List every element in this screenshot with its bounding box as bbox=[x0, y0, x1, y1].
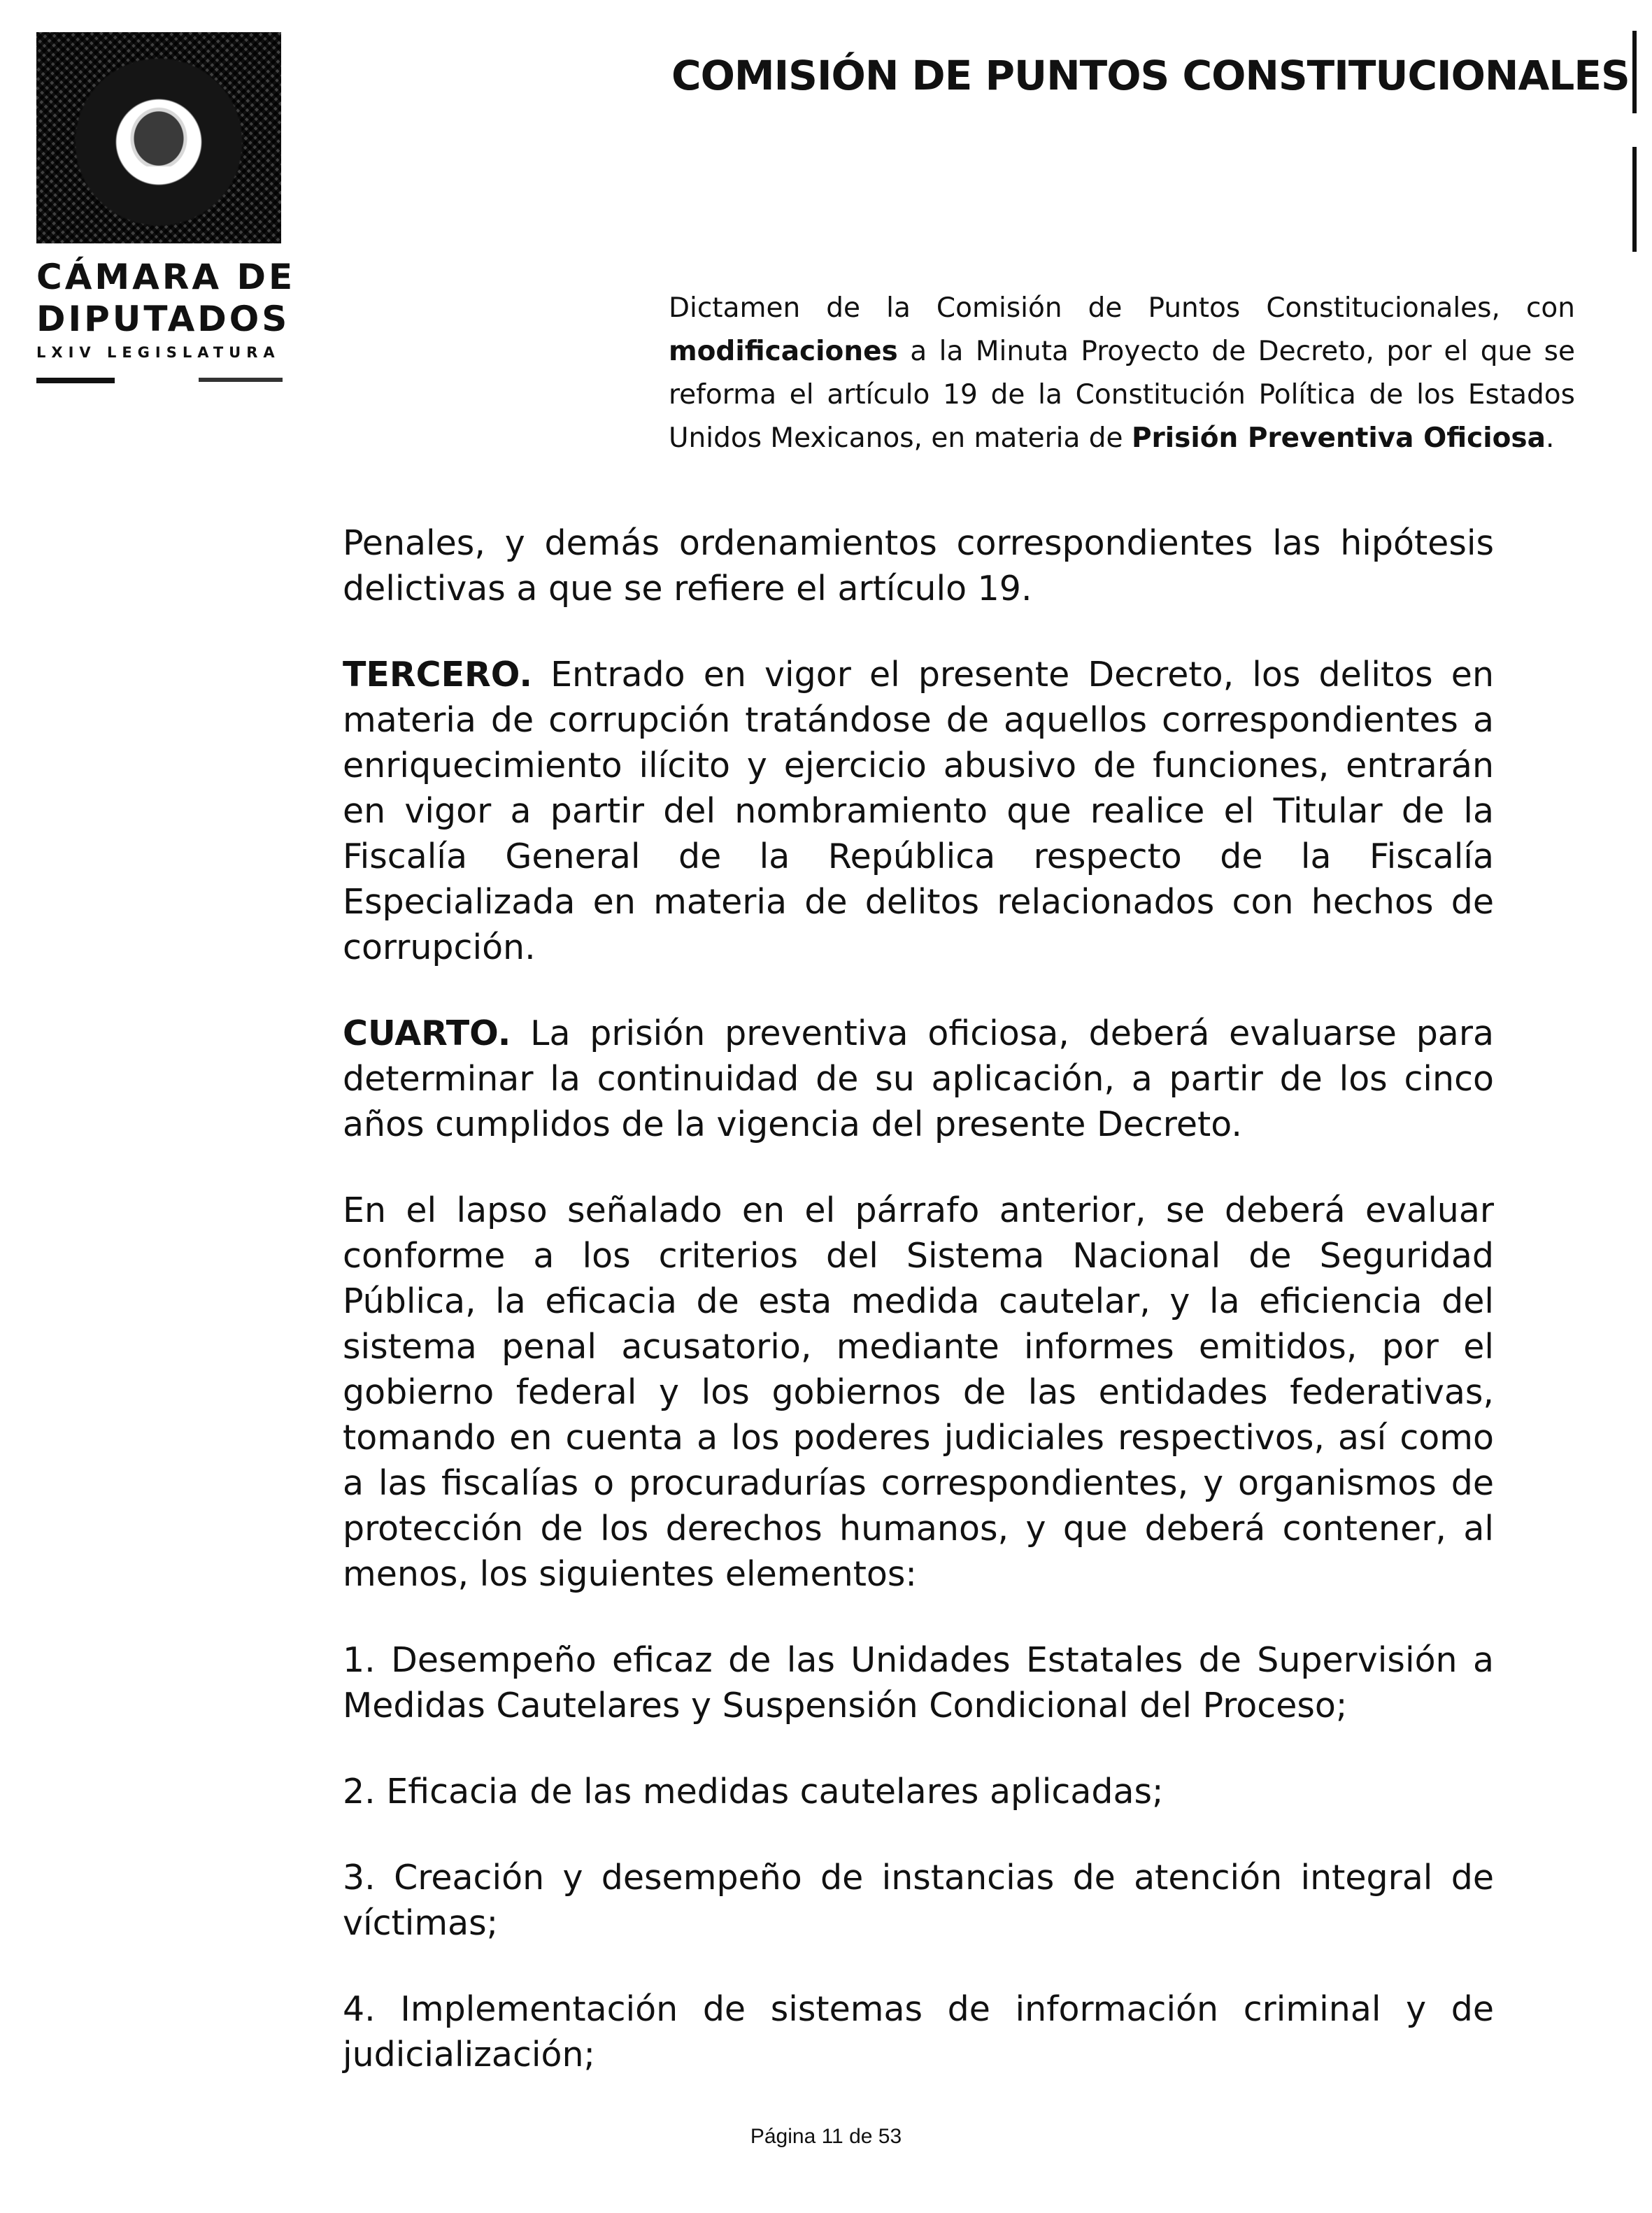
tercero-label: TERCERO. bbox=[343, 655, 532, 695]
paragraph-lapso: En el lapso señalado en el párrafo anterior, se deberá evaluar conforme a los criterios del Sistema Nacional de Seguridad Pública, la eficacia de esta medida cautelar, y la eficiencia del sistema penal acusatorio, mediante informes emitidos, por el gobierno federal y los gobiernos de las entidades federativas, tomando en cuenta a los poderes judiciales respectivos, así como a las fiscalías o procuradurías correspondientes, y organismos de protección de los derechos humanos, y que deberá contener, al menos, los siguientes elementos: bbox=[343, 1190, 1494, 1594]
margin-bar-bottom bbox=[1632, 147, 1637, 252]
summary-bold-prision: Prisión Preventiva Oficiosa bbox=[1131, 422, 1546, 454]
legislature-label: LXIV LEGISLATURA bbox=[36, 344, 280, 361]
summary-bold-modificaciones: modificaciones bbox=[669, 336, 898, 367]
chamber-line-1: CÁMARA DE bbox=[36, 257, 296, 297]
dictamen-summary bbox=[669, 287, 1575, 460]
list-item: 4. Implementación de sistemas de información criminal y de judicialización; bbox=[343, 1989, 1494, 2075]
cuarto-label: CUARTO. bbox=[343, 1013, 511, 1053]
chamber-line-2: DIPUTADOS bbox=[36, 299, 290, 339]
logo-rule-left bbox=[36, 378, 115, 383]
summary-text-1: Dictamen de la Comisión de Puntos Constitucionales, con bbox=[669, 292, 1575, 324]
chamber-name bbox=[36, 256, 296, 361]
logo-rule-right bbox=[199, 378, 283, 382]
camara-diputados-seal-icon bbox=[36, 32, 281, 243]
document-body bbox=[343, 520, 1494, 2077]
tercero-text: Entrado en vigor el presente Decreto, los delitos en materia de corrupción tratándose de aquellos correspondientes a enriquecimiento ilícito y ejercicio abusivo de funciones, entrarán en vigor a partir del nombramiento que realice el Titular de la Fiscalía General de la República respecto de la Fiscalía Especializada en materia de delitos relacionados con hechos de corrupción. bbox=[343, 655, 1494, 967]
summary-text-2: a la Minuta Proyecto de Decreto, por el que se reforma el artículo 19 de la Constitución Política de los Estados Unidos Mexicanos, en materia de bbox=[669, 336, 1575, 454]
list-item: 2. Eficacia de las medidas cautelares aplicadas; bbox=[343, 1772, 1164, 1812]
summary-text-3: . bbox=[1545, 422, 1555, 454]
cuarto-text: La prisión preventiva oficiosa, deberá evaluarse para determinar la continuidad de su aplicación, a partir de los cinco años cumplidos de la vigencia del presente Decreto. bbox=[343, 1013, 1494, 1144]
eagle-emblem-icon bbox=[120, 97, 197, 166]
list-item: 3. Creación y desempeño de instancias de atención integral de víctimas; bbox=[343, 1858, 1494, 1943]
commission-title: COMISIÓN DE PUNTOS CONSTITUCIONALES bbox=[671, 52, 1630, 99]
margin-bar-top bbox=[1632, 31, 1637, 113]
list-item: 1. Desempeño eficaz de las Unidades Estatales de Supervisión a Medidas Cautelares y Suspensión Condicional del Proceso; bbox=[343, 1640, 1494, 1725]
paragraph-cuarto bbox=[343, 1011, 1494, 1147]
page-number: Página 11 de 53 bbox=[750, 2125, 902, 2148]
paragraph-penales: Penales, y demás ordenamientos correspondientes las hipótesis delictivas a que se refiere el artículo 19. bbox=[343, 523, 1494, 609]
paragraph-tercero bbox=[343, 652, 1494, 970]
